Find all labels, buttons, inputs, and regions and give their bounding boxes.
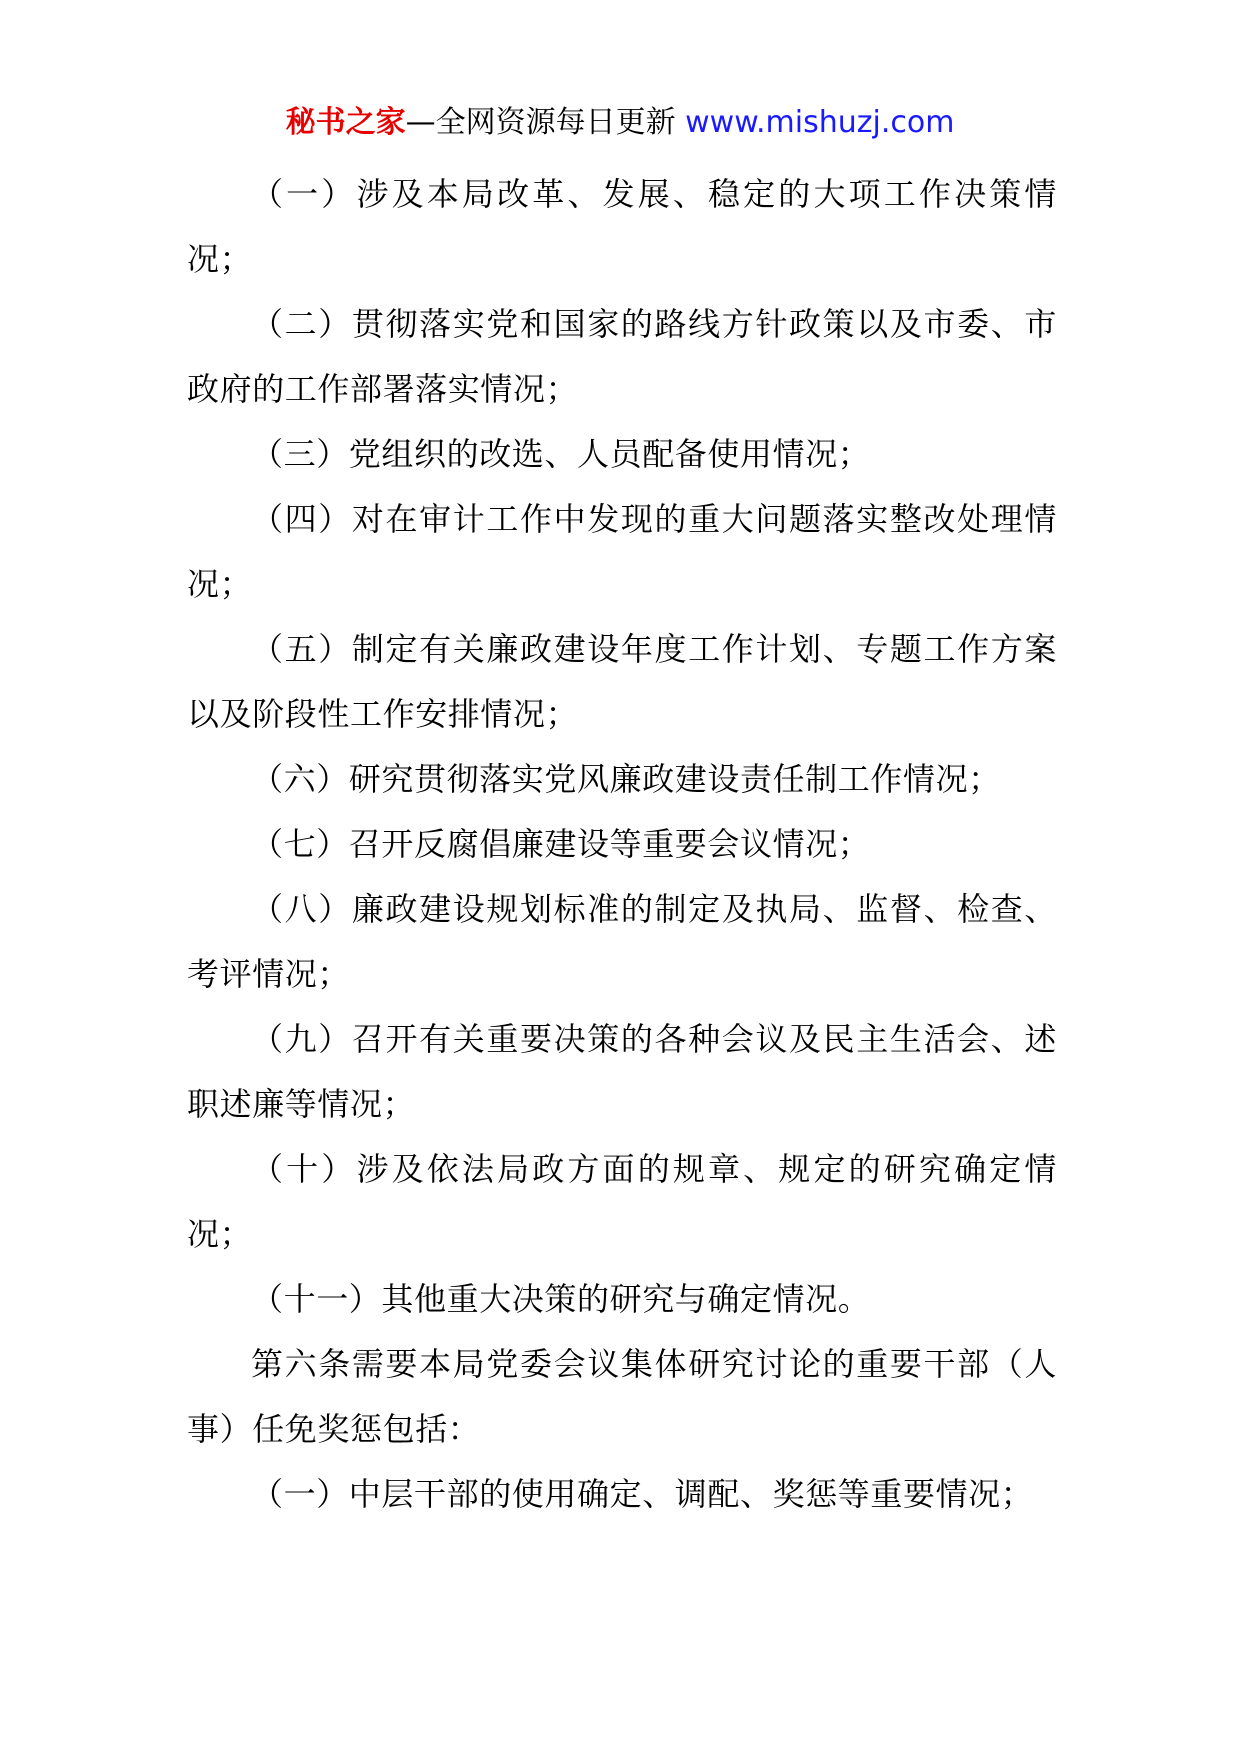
paragraph-item-9: （九）召开有关重要决策的各种会议及民主生活会、述职述廉等情况； <box>187 1020 1057 1123</box>
paragraph-item-8: （八）廉政建设规划标准的制定及执局、监督、检查、考评情况； <box>187 890 1057 993</box>
paragraph-item-7: （七）召开反腐倡廉建设等重要会议情况； <box>251 825 871 863</box>
header-tagline: —全网资源每日更新 <box>405 105 686 140</box>
paragraph-item-6: （六）研究贯彻落实党风廉政建设责任制工作情况； <box>251 760 1001 798</box>
paragraph-item-4: （四）对在审计工作中发现的重大问题落实整改处理情况； <box>187 500 1057 603</box>
paragraph-item-2: （二）贯彻落实党和国家的路线方针政策以及市委、市政府的工作部署落实情况； <box>187 305 1057 408</box>
paragraph-sub-item-1: （一）中层干部的使用确定、调配、奖惩等重要情况； <box>251 1475 1034 1513</box>
paragraph-item-1: （一）涉及本局改革、发展、稳定的大项工作决策情况； <box>187 175 1057 278</box>
paragraph-item-5: （五）制定有关廉政建设年度工作计划、专题工作方案以及阶段性工作安排情况； <box>187 630 1057 733</box>
brand-name: 秘书之家 <box>285 105 406 140</box>
site-header <box>0 103 1240 143</box>
article-six-heading: 第六条需要本局党委会议集体研究讨论的重要干部（人事）任免奖惩包括： <box>187 1345 1057 1448</box>
paragraph-item-11: （十一）其他重大决策的研究与确定情况。 <box>251 1280 871 1318</box>
document-body <box>187 162 1057 1527</box>
paragraph-item-10: （十）涉及依法局政方面的规章、规定的研究确定情况； <box>187 1150 1057 1253</box>
paragraph-item-3: （三）党组织的改选、人员配备使用情况； <box>251 435 871 473</box>
site-url-link[interactable]: www.mishuzj.com <box>685 105 955 140</box>
